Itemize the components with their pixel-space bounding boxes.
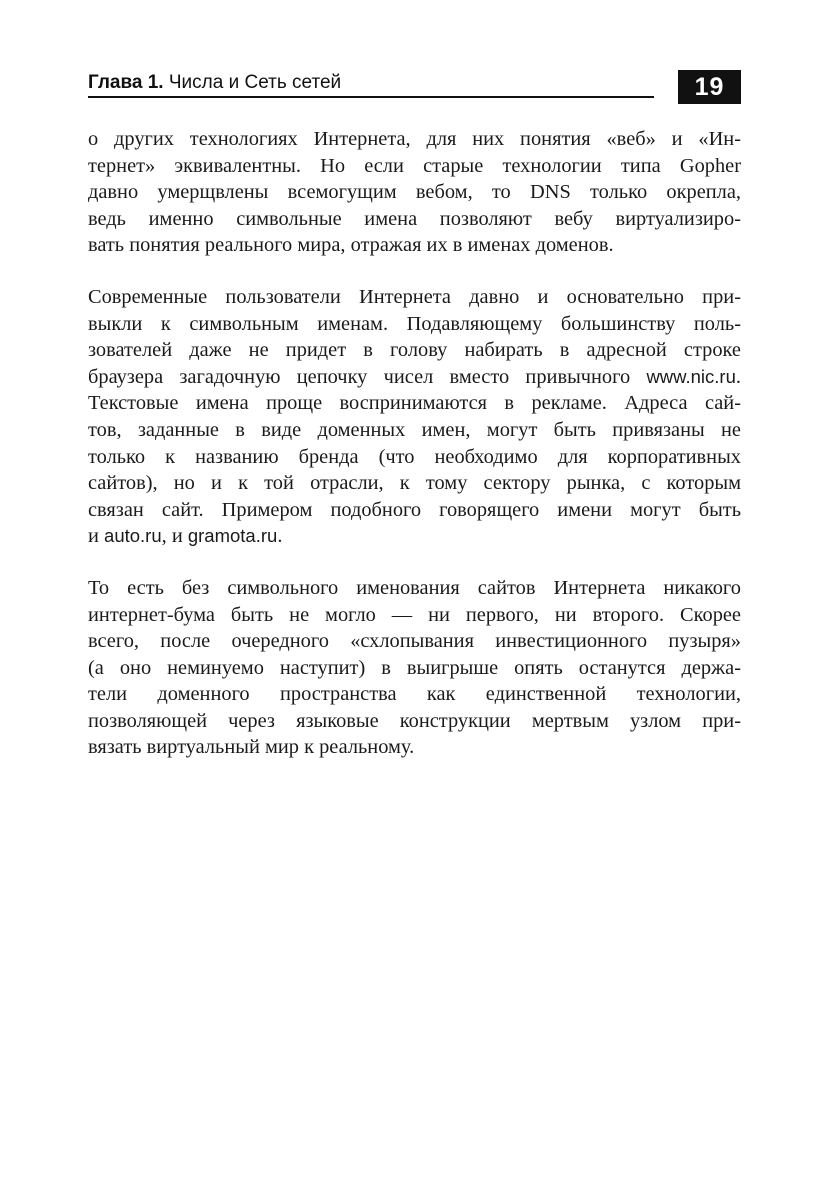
domain-link-auto[interactable]: auto.ru xyxy=(104,525,162,547)
text-line: только к названию бренда (что необходимо для корпоративных xyxy=(88,445,741,468)
text-fragment: браузера загадочную цепочку чисел вместо привычного xyxy=(88,365,631,388)
text-line: интернет-бума быть не могло — ни первого, ни второго. Скорее xyxy=(88,603,741,626)
page-number: 19 xyxy=(678,70,741,104)
text-line: ведь именно символьные имена позволяют вебу виртуализиро- xyxy=(88,207,741,230)
text-line: Современные пользователи Интернета давно и основательно при- xyxy=(88,285,741,308)
text-line: (а оно неминуемо наступит) в выигрыше опять останутся держа- xyxy=(88,656,741,679)
text-line: позволяющей через языковые конструкции мертвым узлом при- xyxy=(88,709,741,732)
text-line: вязать виртуальный мир к реальному. xyxy=(88,736,415,759)
text-line: тернет» эквивалентны. Но если старые технологии типа Gopher xyxy=(88,154,741,177)
page-header xyxy=(88,70,741,104)
text-line: То есть без символьного именования сайтов Интернета никакого xyxy=(88,576,741,599)
text-line: о других технологиях Интернета, для них понятия «веб» и «Ин- xyxy=(88,128,741,150)
text-line: Текстовые имена проще воспринимаются в рекламе. Адреса сай- xyxy=(88,392,741,415)
domain-link-gramota[interactable]: gramota.ru xyxy=(187,525,278,547)
text-line: тов, заданные в виде доменных имен, могут быть привязаны не xyxy=(88,418,741,441)
text-line: сайтов), но и к той отрасли, к тому сектору рынка, с которым xyxy=(88,472,741,495)
paragraph-2 xyxy=(88,284,741,550)
text-line-with-links xyxy=(88,523,741,550)
text-line: вать понятия реального мира, отражая их в именах доменов. xyxy=(88,234,614,257)
text-line-with-link xyxy=(88,364,741,391)
text-fragment: . xyxy=(735,365,741,388)
chapter-label: Глава 1. xyxy=(88,72,164,93)
header-rule xyxy=(88,96,654,98)
text-fragment: и xyxy=(88,525,99,548)
running-head xyxy=(88,72,341,94)
text-line: выкли к символьным именам. Подавляющему большинству поль- xyxy=(88,312,741,335)
text-line: давно умерщвлены всемогущим вебом, то DNS только окрепла, xyxy=(88,181,741,204)
text-fragment: . xyxy=(277,525,283,548)
text-line: связан сайт. Примером подобного говорящего имени могут быть xyxy=(88,498,741,521)
page-body xyxy=(88,126,741,786)
chapter-title: Числа и Сеть сетей xyxy=(168,72,342,93)
text-fragment: , и xyxy=(161,525,183,548)
text-line: всего, после очередного «схлопывания инвестиционного пузыря» xyxy=(88,630,741,653)
domain-link-nic[interactable]: www.nic.ru xyxy=(646,365,736,387)
text-line: зователей даже не придет в голову набирать в адресной строке xyxy=(88,339,741,362)
text-line: тели доменного пространства как единственной технологии, xyxy=(88,683,741,706)
paragraph-3 xyxy=(88,575,741,761)
paragraph-1 xyxy=(88,126,741,259)
